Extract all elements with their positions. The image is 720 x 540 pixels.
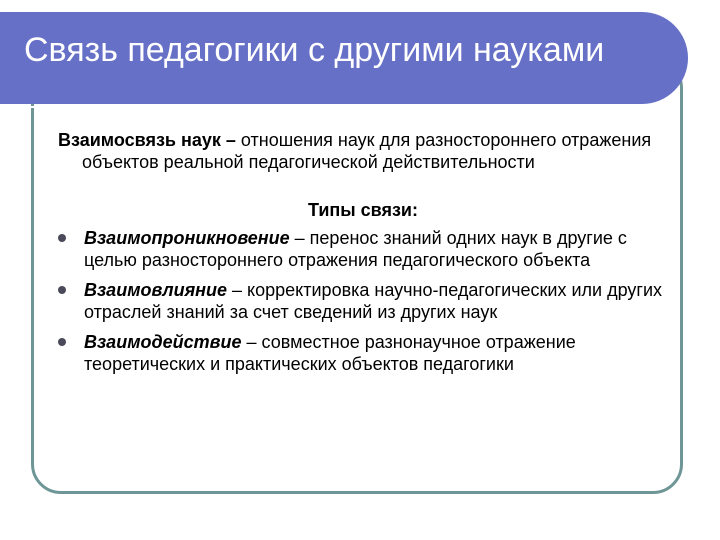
title-underline [16, 106, 636, 108]
definition-term: Взаимосвязь наук – [58, 130, 236, 150]
bullet-icon [58, 234, 66, 242]
types-list [58, 227, 668, 375]
type-text: – перенос знаний одних наук в другие с целью разностороннего отражения педагогического объекта [84, 228, 627, 270]
slide-content [58, 129, 668, 383]
definition-text: отношения наук для разностороннего отражения объектов реальной педагогической действительности [82, 130, 652, 172]
types-heading: Типы связи: [308, 200, 418, 220]
bullet-icon [58, 286, 66, 294]
bullet-icon [58, 338, 66, 346]
type-term: Взаимовлияние [84, 280, 228, 300]
list-item [58, 279, 668, 323]
type-term: Взаимопроникновение [84, 228, 290, 248]
type-term: Взаимодействие [84, 332, 242, 352]
list-item [58, 331, 668, 375]
slide-title: Связь педагогики с другими науками [24, 31, 605, 69]
type-text: – совместное разнонаучное отражение теоретических и практических объектов педагогики [84, 332, 576, 374]
list-item [58, 227, 668, 271]
type-text: – корректировка научно-педагогических или других отраслей знаний за счет сведений из других наук [84, 280, 663, 322]
definition-paragraph [58, 129, 668, 173]
